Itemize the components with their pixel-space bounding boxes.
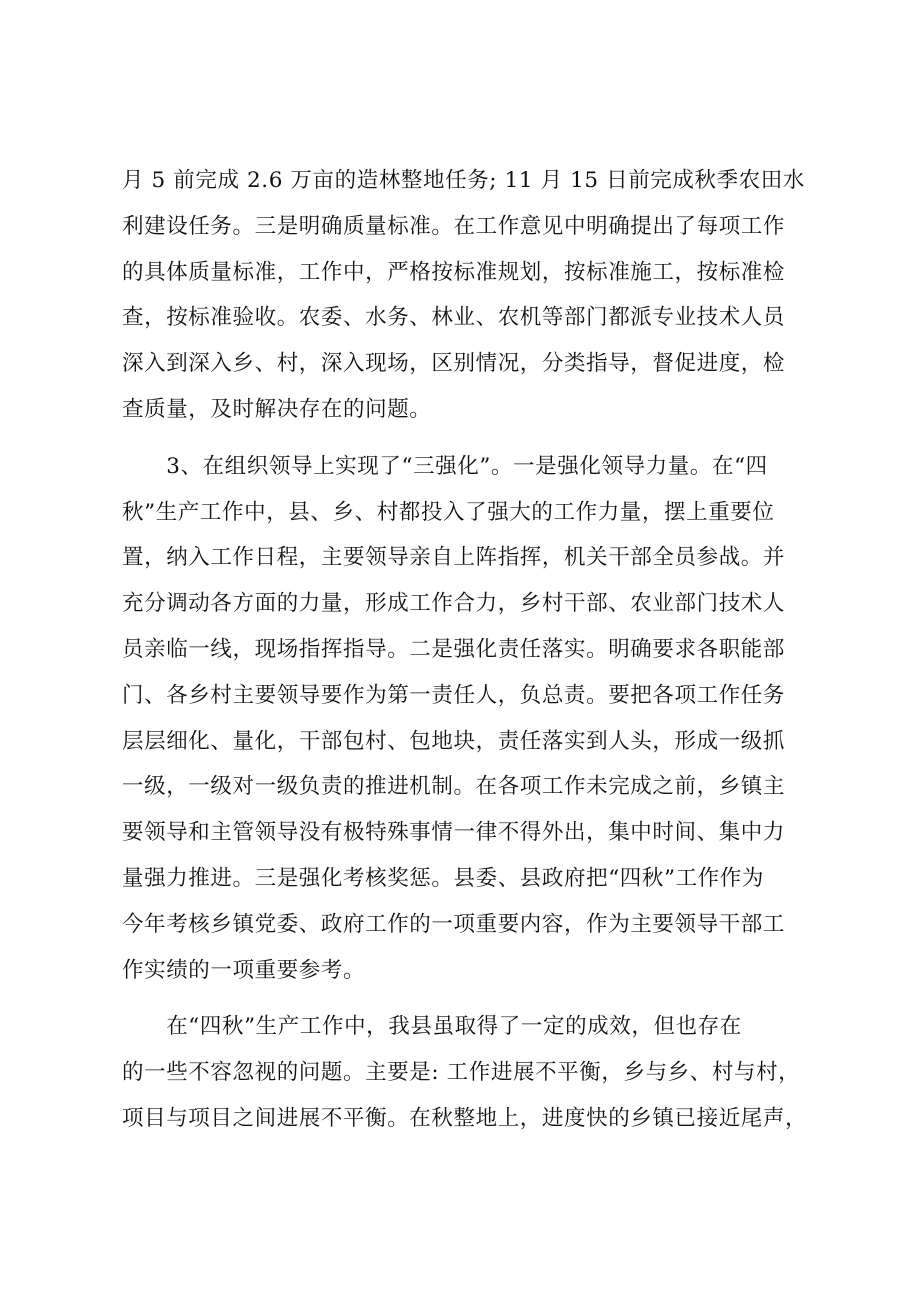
- text-line: 作实绩的一项重要参考。: [122, 957, 366, 983]
- text-line: 的具体质量标准，工作中，严格按标准规划，按标准施工，按标准检: [122, 259, 786, 285]
- text-line: 查质量，及时解决存在的问题。: [122, 396, 432, 422]
- text-line: 置，纳入工作日程，主要领导亲自上阵指挥，机关干部全员参战。并: [122, 545, 786, 571]
- text-line: 一级，一级对一级负责的推进机制。在各项工作未完成之前，乡镇主: [122, 774, 786, 800]
- paragraph-spacer: [122, 433, 812, 444]
- text-line: 月 5 前完成 2.6 万亩的造林整地任务; 11 月 15 日前完成秋季农田水: [122, 168, 806, 193]
- text-line: 深入到深入乡、村，深入现场，区别情况，分类指导，督促进度，检: [122, 351, 786, 377]
- text-line: 查，按标准验收。农委、水务、林业、农机等部门都派专业技术人员: [122, 305, 786, 331]
- paragraph-3: [122, 1004, 812, 1141]
- paragraph-2: [122, 444, 812, 994]
- text-line: 利建设任务。三是明确质量标准。在工作意见中明确提出了每项工作: [122, 213, 786, 239]
- text-line: 3、在组织领导上实现了“三强化”。一是强化领导力量。在“四: [122, 453, 768, 479]
- text-line: 秋”生产工作中，县、乡、村都投入了强大的工作力量，摆上重要位: [122, 499, 775, 525]
- text-line: 今年考核乡镇党委、政府工作的一项重要内容，作为主要领导干部工: [122, 911, 786, 937]
- text-line: 员亲临一线，现场指挥指导。二是强化责任落实。明确要求各职能部: [122, 636, 786, 662]
- text-line: 充分调动各方面的力量，形成工作合力，乡村干部、农业部门技术人: [122, 591, 786, 617]
- paragraph-1: [122, 158, 812, 433]
- body-text: [122, 158, 812, 1142]
- text-line: 量强力推进。三是强化考核奖惩。县委、县政府把“四秋”工作作为: [122, 865, 764, 891]
- paragraph-spacer: [122, 993, 812, 1004]
- text-line: 门、各乡村主要领导要作为第一责任人，负总责。要把各项工作任务: [122, 682, 786, 708]
- text-line: 项目与项目之间进展不平衡。在秋整地上，进度快的乡镇已接近尾声，: [122, 1105, 808, 1131]
- text-line: 在“四秋”生产工作中，我县虽取得了一定的成效，但也存在: [122, 1014, 742, 1040]
- text-line: 要领导和主管领导没有极特殊事情一律不得外出，集中时间、集中力: [122, 820, 786, 846]
- text-line: 层层细化、量化，干部包村、包地块，责任落实到人头，形成一级抓: [122, 728, 786, 754]
- text-line: 的一些不容忽视的问题。主要是: 工作进展不平衡，乡与乡、村与村，: [122, 1060, 801, 1086]
